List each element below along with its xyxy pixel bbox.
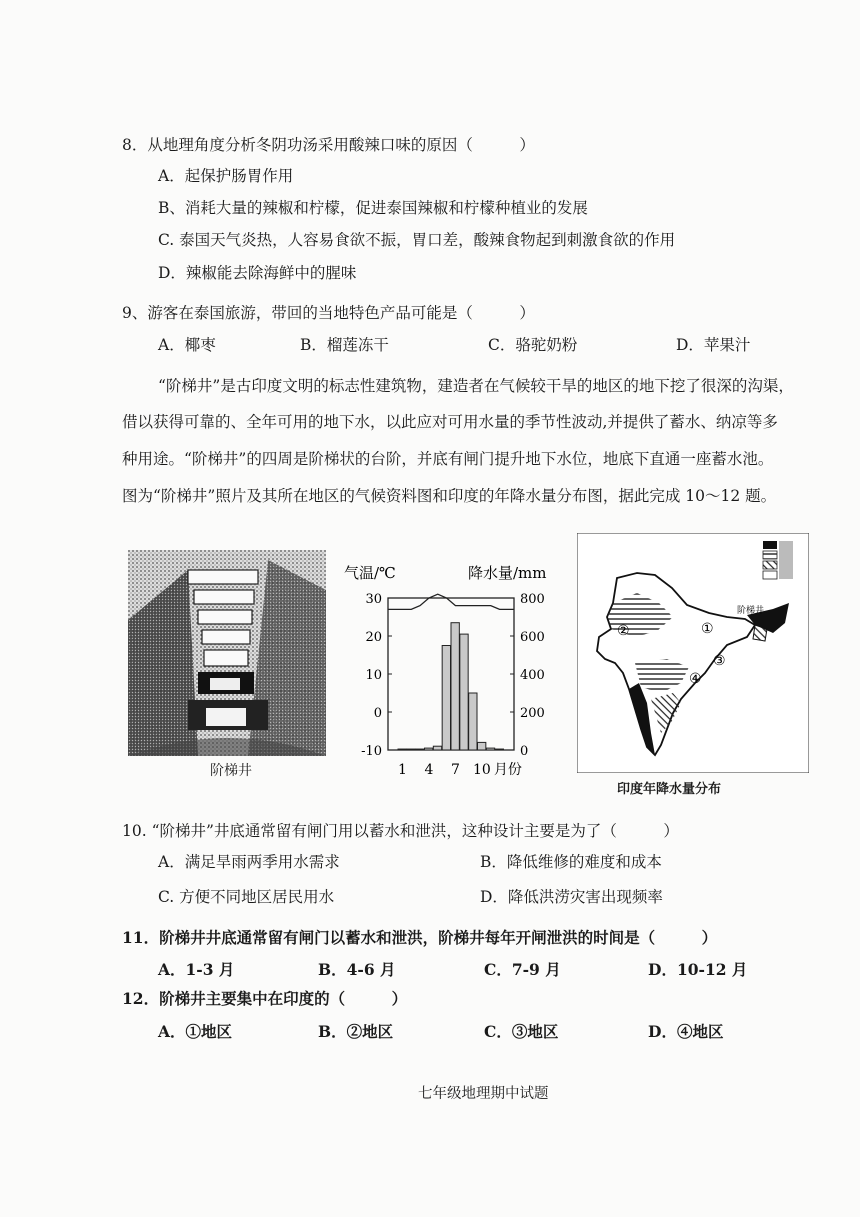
- q8-option-c: C. 泰国天气炎热，人容易食欲不振，胃口差，酸辣食物起到刺激食欲的作用: [158, 231, 676, 249]
- page-footer: 七年级地理期中试题: [418, 1086, 549, 1102]
- q8-stem: 8．从地理角度分析冬阴功汤采用酸辣口味的原因（ ）: [122, 136, 535, 154]
- map-caption: 印度年降水量分布: [617, 782, 722, 797]
- precip-bar: [416, 749, 424, 750]
- q12-option-c: C．③地区: [484, 1022, 559, 1041]
- q11-option-d: D．10-12 月: [648, 960, 748, 979]
- x-tick-label: 4: [424, 762, 434, 778]
- precip-bar: [460, 634, 468, 750]
- q9-stem: 9、游客在泰国旅游，带回的当地特色产品可能是（ ）: [122, 304, 535, 322]
- q12-option-b: B．②地区: [318, 1022, 394, 1041]
- left-tick-label: 20: [365, 630, 382, 645]
- right-tick-label: 800: [520, 592, 545, 607]
- precip-bar: [425, 748, 433, 750]
- passage-line-3: 种用途。“阶梯井”的四周是阶梯状的台阶，并底有闸门提升地下水位，地底下直通一座蓄水池。: [122, 450, 774, 468]
- precip-bar: [398, 749, 406, 750]
- left-tick-label: 10: [365, 668, 382, 683]
- left-tick-label: -10: [361, 744, 382, 759]
- q10-option-b: B．降低维修的难度和成本: [480, 853, 662, 871]
- india-precipitation-map: [577, 533, 809, 773]
- q10-option-c: C. 方便不同地区居民用水: [158, 888, 335, 906]
- right-tick-label: 200: [520, 706, 545, 721]
- x-tick-label: 7: [450, 762, 460, 778]
- right-axis-label: 降水量/mm: [468, 564, 547, 582]
- precip-bar: [433, 746, 441, 750]
- left-tick-label: 30: [365, 592, 382, 607]
- precip-bar: [495, 749, 503, 750]
- q11-option-b: B．4-6 月: [318, 960, 396, 979]
- precip-bar: [469, 693, 477, 750]
- q12-stem: 12．阶梯井主要集中在印度的（ ）: [122, 989, 408, 1008]
- q12-option-a: A．①地区: [158, 1022, 233, 1041]
- passage-line-1: “阶梯井”是古印度文明的标志性建筑物，建造者在气候较干旱的地区的地下挖了很深的沟渠，: [158, 377, 794, 395]
- q9-option-d: D．苹果汁: [676, 336, 751, 354]
- map-inset-label: 阶梯井: [737, 606, 765, 616]
- x-tick-label: 10: [473, 762, 491, 778]
- map-region-3: ③: [713, 653, 726, 669]
- q9-option-a: A．椰枣: [158, 336, 216, 354]
- climate-chart: [338, 558, 566, 786]
- passage-line-2: 借以获得可靠的、全年可用的地下水，以此应对可用水量的季节性波动,并提供了蓄水、纳凉等多: [122, 413, 778, 431]
- precip-bar: [478, 742, 486, 750]
- photo-caption: 阶梯井: [210, 763, 252, 779]
- q12-option-d: D．④地区: [648, 1022, 724, 1041]
- precip-bar: [407, 749, 415, 750]
- x-tick-label: 1: [397, 762, 407, 778]
- q9-option-b: B．榴莲冻干: [300, 336, 389, 354]
- q11-option-c: C．7-9 月: [484, 960, 561, 979]
- map-region-4: ④: [689, 671, 702, 687]
- q11-stem: 11．阶梯井井底通常留有闸门以蓄水和泄洪，阶梯井每年开闸泄洪的时间是（ ）: [122, 928, 718, 947]
- q8-option-a: A．起保护肠胃作用: [158, 167, 294, 185]
- q11-option-a: A．1-3 月: [158, 960, 235, 979]
- q8-option-b: B、消耗大量的辣椒和柠檬，促进泰国辣椒和柠檬种植业的发展: [158, 199, 588, 217]
- q9-option-c: C．骆驼奶粉: [488, 336, 578, 354]
- right-tick-label: 600: [520, 630, 545, 645]
- map-region-1: ①: [701, 621, 714, 637]
- precip-bar: [451, 623, 459, 750]
- temperature-line: [388, 594, 514, 609]
- right-tick-label: 400: [520, 668, 545, 683]
- precip-bar: [442, 646, 450, 751]
- q8-option-d: D．辣椒能去除海鲜中的腥味: [158, 264, 357, 282]
- map-region-2: ②: [617, 623, 630, 639]
- q10-option-d: D．降低洪涝灾害出现频率: [480, 888, 663, 906]
- right-tick-label: 0: [520, 744, 529, 759]
- left-tick-label: 0: [373, 706, 382, 721]
- precip-bar: [486, 748, 494, 750]
- q10-stem: 10. “阶梯井”井底通常留有闸门用以蓄水和泄洪，这种设计主要是为了（ ）: [122, 822, 679, 840]
- stepwell-photo: [128, 550, 326, 756]
- q10-option-a: A．满足旱雨两季用水需求: [158, 853, 340, 871]
- x-axis-unit: 月份: [493, 762, 522, 778]
- left-axis-label: 气温/℃: [344, 564, 396, 582]
- passage-line-4: 图为“阶梯井”照片及其所在地区的气候资料图和印度的年降水量分布图，据此完成 10～12 题。: [122, 487, 777, 505]
